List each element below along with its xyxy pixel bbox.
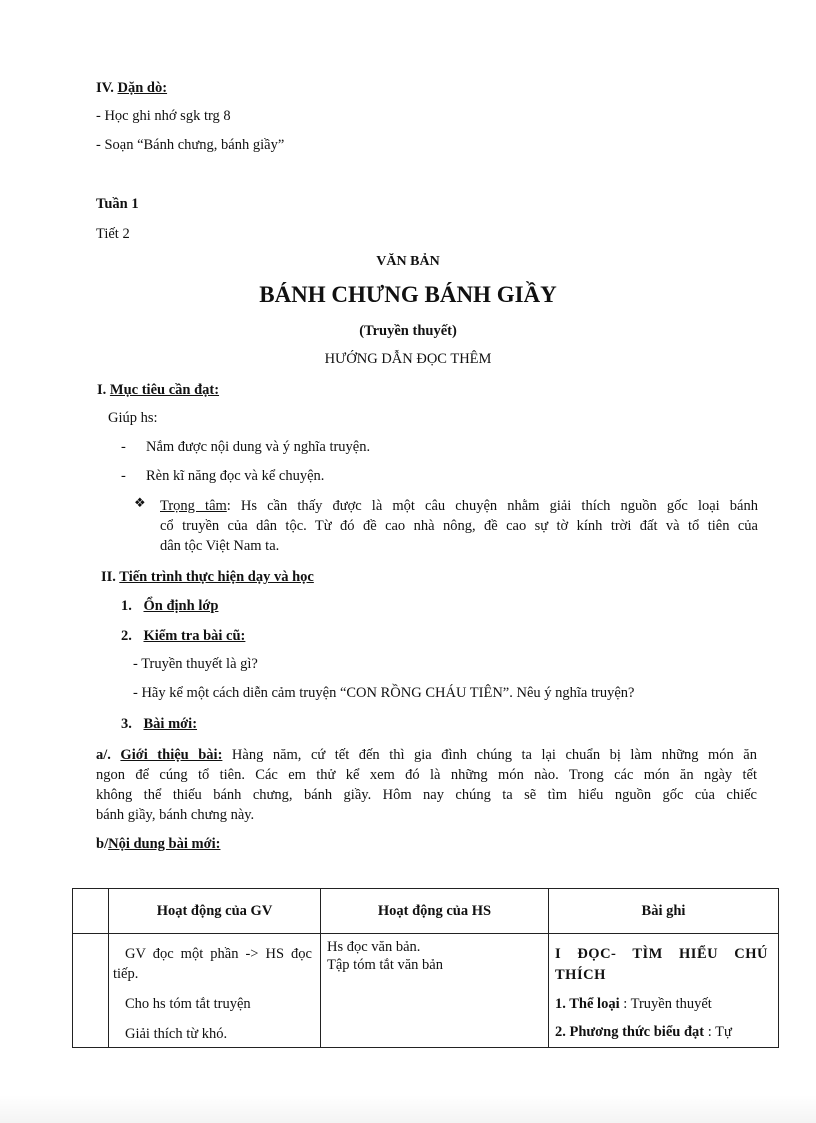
notes-item-label: 1. Thể loại [555,996,620,1012]
objective-item: Rèn kĩ năng đọc và kể chuyện. [146,468,325,484]
intro-line: bánh giầy, bánh chưng này. [96,807,255,823]
lesson-table [72,888,779,1048]
page-bottom-edge [0,1095,816,1123]
gv-activity: Cho hs tóm tắt truyện [125,996,251,1012]
focus-line: dân tộc Việt Nam ta. [160,538,280,554]
focus-paragraph [160,496,758,556]
part-a-prefix: a/. [96,747,111,763]
genre-label: (Truyền thuyết) [359,323,457,339]
objective-item: Nắm được nội dung và ý nghĩa truyện. [146,439,371,455]
intro-line: ngon để cúng tổ tiên. Các em thử kể xem đó là những món nào. Trong các món ăn ngày tết [96,767,757,783]
table-cell-blank [73,934,109,1048]
notes-item-value: : Truyền thuyết [619,996,712,1012]
notes-item-label: 2. Phương thức biểu đạt [555,1024,705,1040]
week-label: Tuần 1 [96,196,139,212]
review-question: - Hãy kể một cách diễn cảm truyện “CON RỒNG CHÁU TIÊN”. Nêu ý nghĩa truyện? [133,685,635,701]
section-i-number: I. [97,382,107,398]
step-2 [121,628,245,645]
page-title: BÁNH CHƯNG BÁNH GIẦY [259,282,557,307]
section-iv-title: Dặn dò: [117,80,168,96]
section-ii-title: Tiến trình thực hiện dạy và học [119,569,314,585]
focus-line: : Hs cần thấy được là một câu chuyện nhằm giải thích nguồn gốc loại bánh [226,498,758,514]
focus-label: Trọng tâm [160,498,227,514]
doc-type: VĂN BẢN [376,254,440,269]
step-title: Bài mới: [143,716,198,732]
gv-activity: GV đọc một phần -> HS đọc tiếp. [113,946,312,982]
bullet-dash: - [121,468,126,484]
notes-item-value: : Tự [704,1024,732,1040]
step-1 [121,598,218,615]
section-i-title: Mục tiêu cần đạt: [109,382,220,398]
intro-paragraph [96,745,757,825]
part-b-heading [96,836,220,853]
subtitle: HƯỚNG DẪN ĐỌC THÊM [324,351,492,367]
table-header-cell: Bài ghi [549,889,779,934]
intro-line: không thể thiếu bánh chưng, bánh giầy. Hôm nay chúng ta sẽ tìm hiểu nguồn gốc của chiếc [96,787,757,803]
notes-cell [549,934,779,1048]
notes-section-title: I ĐỌC- TÌM HIỂU CHÚ THÍCH [555,946,768,983]
intro-line: Hàng năm, cứ tết đến thì gia đình chúng ta lại chuẩn bị làm những món ăn [222,747,757,763]
step-title: Kiểm tra bài cũ: [143,628,246,644]
section-iv-heading [96,80,167,97]
gv-activity-cell [109,934,321,1048]
section-iv-number: IV. [96,80,114,96]
step-3 [121,716,197,733]
section-i-heading [97,382,219,399]
notes-item [555,1022,768,1042]
step-number: 3. [121,716,132,732]
table-header-cell: Hoạt động của HS [321,889,549,934]
table-row [73,934,779,1048]
part-b-prefix: b/ [96,836,109,852]
hs-activity-cell [321,934,549,1048]
hs-activity: Tập tóm tắt văn bản [327,957,443,973]
section-i-intro: Giúp hs: [108,410,158,426]
table-header-row [73,889,779,934]
table-header-cell: Hoạt động của GV [109,889,321,934]
focus-line: cổ truyền của dân tộc. Từ đó đề cao nhà nông, đề cao sự tờ kính trời đất và tổ tiên của [160,518,758,534]
period-label: Tiết 2 [96,226,130,242]
diamond-bullet-icon: ❖ [134,496,146,511]
notes-item [555,994,768,1014]
step-number: 2. [121,628,132,644]
section-iv-item: - Học ghi nhớ sgk trg 8 [96,108,231,124]
bullet-dash: - [121,439,126,455]
review-question: - Truyền thuyết là gì? [133,656,258,672]
gv-activity: Giải thích từ khó. [125,1026,228,1042]
table-header-blank [73,889,109,934]
part-a-label: Giới thiệu bài: [120,747,223,763]
section-ii-heading [101,569,314,586]
step-title: Ổn định lớp [143,598,219,614]
section-ii-number: II. [101,569,116,585]
hs-activity: Hs đọc văn bản. [327,939,421,955]
step-number: 1. [121,598,132,614]
part-b-label: Nội dung bài mới: [108,836,221,852]
section-iv-item: - Soạn “Bánh chưng, bánh giầy” [96,137,285,153]
